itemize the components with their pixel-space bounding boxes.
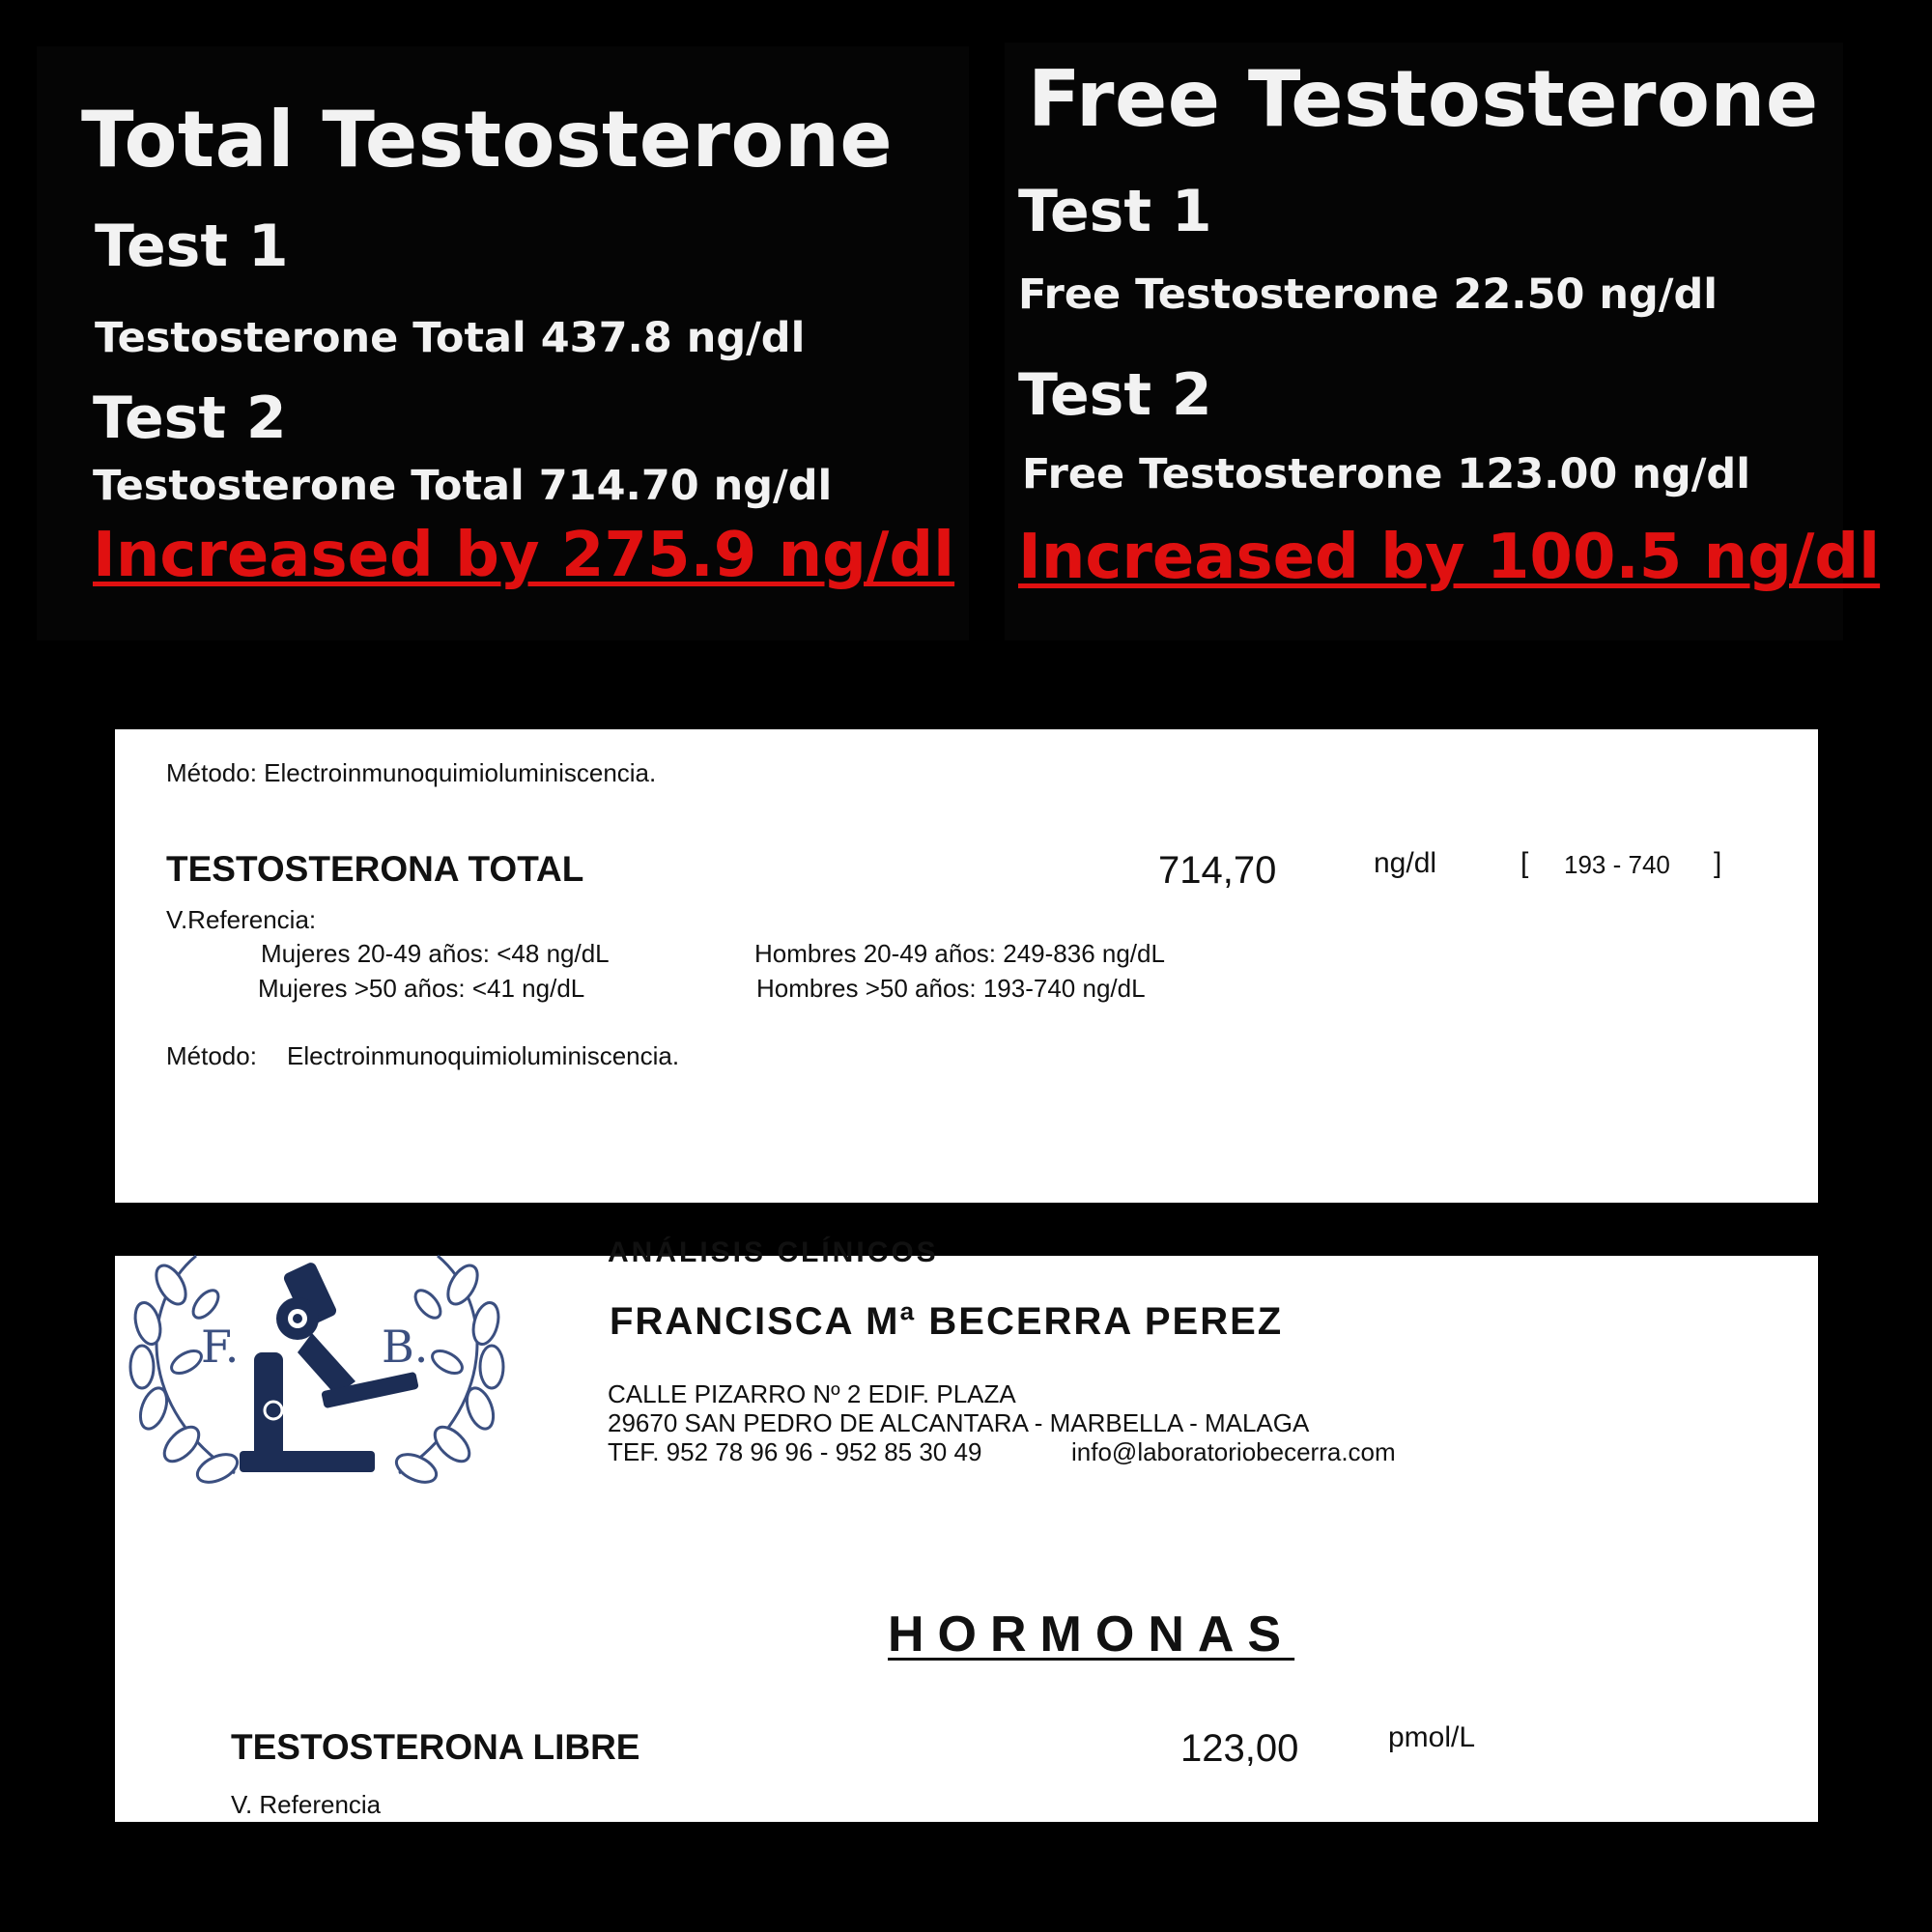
address-line-1: CALLE PIZARRO Nº 2 EDIF. PLAZA [608,1379,1016,1408]
total-test1-result: Testosterone Total 437.8 ng/dl [95,314,806,362]
free-test2-label: Test 2 [1018,361,1212,429]
free-testosterone-title: Free Testosterone [1028,54,1819,144]
reference-label-libre: V. Referencia [231,1790,382,1819]
testosterona-total-value: 714,70 [1158,849,1277,892]
method-value-bottom: Electroinmunoquimioluminiscencia. [287,1041,680,1070]
ref-men-20-49: Hombres 20-49 años: 249-836 ng/dL [754,939,1165,968]
testosterona-total-name: TESTOSTERONA TOTAL [166,849,584,889]
lab-email: info@laboratoriobecerra.com [1071,1437,1396,1466]
ref-men-50: Hombres >50 años: 193-740 ng/dL [756,974,1146,1003]
total-increase-note: Increased by 275.9 ng/dl [93,520,955,591]
free-test2-result: Free Testosterone 123.00 ng/dl [1022,450,1750,498]
testosterona-libre-unit: pmol/L [1388,1721,1476,1753]
cropped-header-text: ANÁLISIS CLÍNICOS [608,1236,939,1268]
address-line-2: 29670 SAN PEDRO DE ALCANTARA - MARBELLA - MALAGA [608,1408,1310,1437]
total-test1-label: Test 1 [95,213,289,280]
range-close-bracket: ] [1714,847,1722,879]
ref-women-50: Mujeres >50 años: <41 ng/dL [258,974,585,1003]
logo-letter-b: B. [382,1321,429,1373]
free-testosterone-panel [1005,43,1881,640]
method-line-top: Método: Electroinmunoquimioluminiscencia. [166,758,657,787]
reference-range: 193 - 740 [1564,850,1670,879]
ref-women-20-49: Mujeres 20-49 años: <48 ng/dL [261,939,610,968]
lab-name: FRANCISCA Mª BECERRA PEREZ [610,1300,1284,1343]
total-test2-label: Test 2 [93,384,287,452]
lab-report-total [115,729,1818,1203]
testosterona-libre-value: 123,00 [1180,1727,1299,1770]
free-test1-label: Test 1 [1018,178,1212,245]
total-testosterone-title: Total Testosterone [81,95,894,185]
reference-label: V.Referencia: [166,905,317,934]
free-test1-result: Free Testosterone 22.50 ng/dl [1018,270,1719,319]
section-title-hormonas: HORMONAS [888,1606,1295,1662]
method-label-bottom: Método: [166,1041,257,1070]
free-increase-note: Increased by 100.5 ng/dl [1018,522,1881,593]
testosterona-total-unit: ng/dl [1374,847,1437,879]
total-test2-result: Testosterone Total 714.70 ng/dl [93,462,833,510]
logo-letter-f: F. [201,1321,240,1373]
range-open-bracket: [ [1520,847,1529,879]
total-testosterone-panel [37,46,969,640]
lab-report-free [115,1236,1818,1822]
phone-numbers: TEF. 952 78 96 96 - 952 85 30 49 [608,1437,982,1466]
lab-logo [128,1246,505,1488]
laurel-microscope-icon [128,1246,505,1488]
testosterona-libre-name: TESTOSTERONA LIBRE [231,1727,640,1767]
